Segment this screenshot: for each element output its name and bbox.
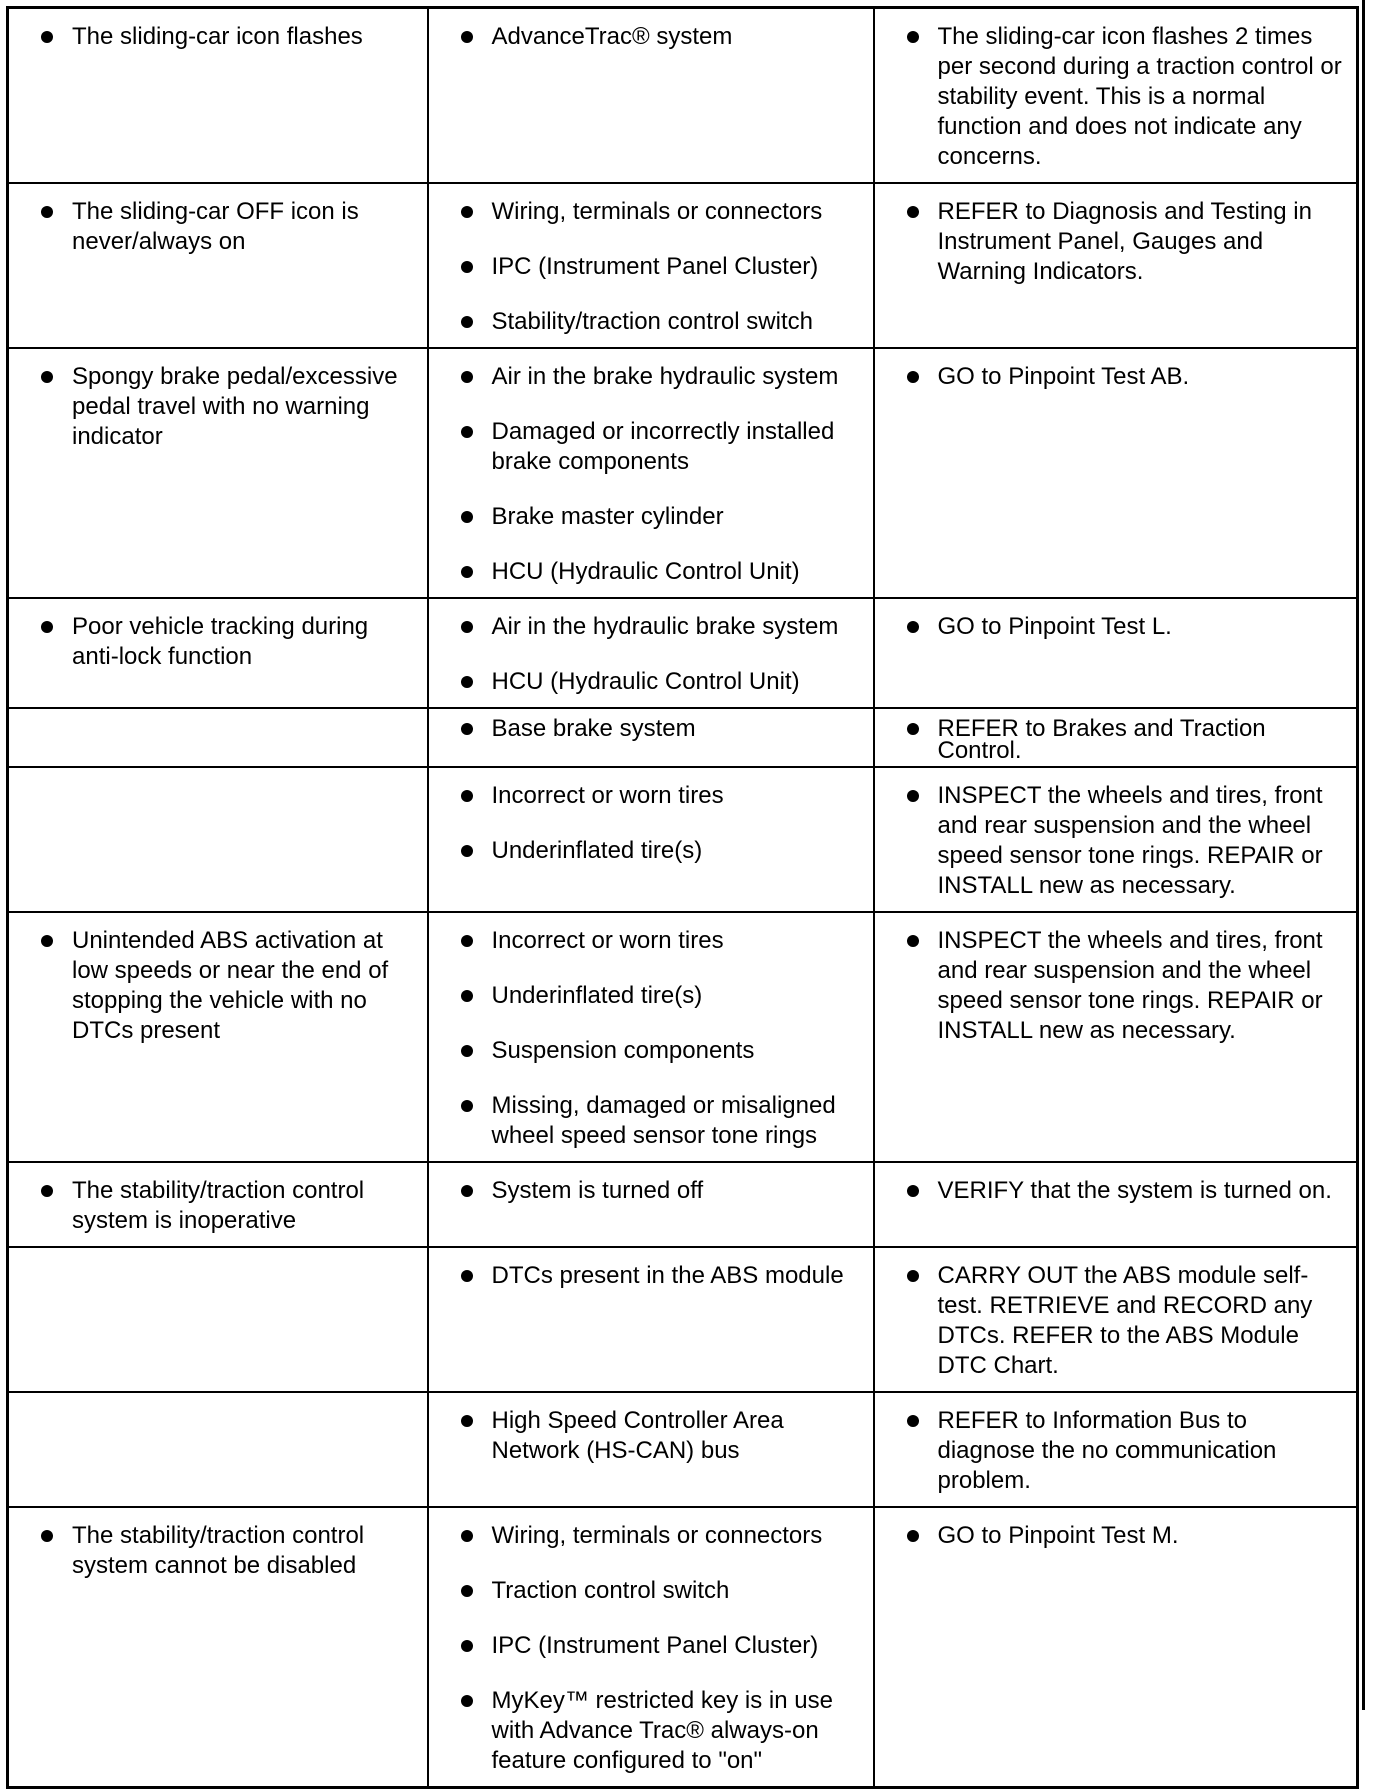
action-item-text: GO to Pinpoint Test M. bbox=[937, 1522, 1179, 1549]
action-cell-list bbox=[905, 715, 1345, 764]
bullet-icon bbox=[41, 1530, 53, 1542]
possible-source-cell-list bbox=[459, 22, 861, 52]
action-item bbox=[905, 362, 1345, 392]
action-cell-list bbox=[905, 1261, 1345, 1381]
condition-cell-list bbox=[39, 197, 415, 257]
possible-source-item-text: High Speed Controller Area Network (HS-CAN) bus bbox=[491, 1407, 784, 1464]
possible-source-item bbox=[459, 557, 861, 587]
action-item bbox=[905, 1176, 1345, 1206]
bullet-icon bbox=[461, 1270, 473, 1282]
condition-cell-list bbox=[39, 612, 415, 672]
possible-source-item bbox=[459, 1261, 861, 1291]
possible-source-item bbox=[459, 362, 861, 392]
bullet-icon bbox=[461, 371, 473, 383]
action-cell bbox=[874, 767, 1358, 912]
possible-source-item bbox=[459, 197, 861, 227]
possible-source-cell bbox=[428, 1507, 874, 1788]
action-item bbox=[905, 781, 1345, 901]
condition-item-text: The sliding-car OFF icon is never/always on bbox=[72, 198, 359, 255]
action-cell bbox=[874, 1247, 1358, 1392]
possible-source-item-text: Wiring, terminals or connectors bbox=[491, 1522, 823, 1549]
condition-cell-list bbox=[39, 1521, 415, 1581]
possible-source-item bbox=[459, 1521, 861, 1551]
possible-source-item bbox=[459, 781, 861, 811]
condition-cell bbox=[8, 912, 428, 1162]
condition-item-text: The stability/traction control system cannot be disabled bbox=[72, 1522, 365, 1579]
bullet-icon bbox=[461, 1100, 473, 1112]
bullet-icon bbox=[461, 723, 473, 735]
possible-source-item bbox=[459, 22, 861, 52]
condition-cell bbox=[8, 767, 428, 912]
table-row bbox=[8, 8, 1358, 184]
table-row bbox=[8, 1162, 1358, 1247]
bullet-icon bbox=[461, 1530, 473, 1542]
condition-item bbox=[39, 1521, 415, 1581]
action-cell bbox=[874, 1162, 1358, 1247]
action-item-text: INSPECT the wheels and tires, front and rear suspension and the wheel speed sensor tone rings. REPAIR or INSTALL new as necessary. bbox=[937, 782, 1323, 899]
action-item-text: GO to Pinpoint Test L. bbox=[937, 613, 1172, 640]
bullet-icon bbox=[907, 621, 919, 633]
bullet-icon bbox=[41, 206, 53, 218]
bullet-icon bbox=[907, 1270, 919, 1282]
possible-source-item bbox=[459, 981, 861, 1011]
bullet-icon bbox=[907, 206, 919, 218]
possible-source-item-text: Missing, damaged or misaligned wheel speed sensor tone rings bbox=[491, 1092, 836, 1149]
possible-source-item-text: HCU (Hydraulic Control Unit) bbox=[491, 668, 800, 695]
possible-source-item bbox=[459, 252, 861, 282]
action-item-text: INSPECT the wheels and tires, front and rear suspension and the wheel speed sensor tone rings. REPAIR or INSTALL new as necessary. bbox=[937, 927, 1323, 1044]
action-item-text: CARRY OUT the ABS module self-test. RETRIEVE and RECORD any DTCs. REFER to the ABS Module DTC Chart. bbox=[937, 1262, 1313, 1379]
action-item bbox=[905, 715, 1345, 764]
bullet-icon bbox=[907, 1530, 919, 1542]
symptom-chart-table bbox=[6, 6, 1359, 1789]
possible-source-item-text: DTCs present in the ABS module bbox=[491, 1262, 844, 1289]
possible-source-item bbox=[459, 1091, 861, 1151]
action-cell bbox=[874, 598, 1358, 708]
possible-source-item-text: Base brake system bbox=[491, 715, 696, 742]
bullet-icon bbox=[41, 1185, 53, 1197]
symptom-chart-body bbox=[8, 8, 1358, 1788]
condition-cell bbox=[8, 8, 428, 184]
condition-cell-list bbox=[39, 926, 415, 1046]
action-item bbox=[905, 1521, 1345, 1551]
action-cell-list bbox=[905, 1176, 1345, 1206]
possible-source-item bbox=[459, 612, 861, 642]
action-item-text: REFER to Diagnosis and Testing in Instrument Panel, Gauges and Warning Indicators. bbox=[937, 198, 1312, 285]
possible-source-item-text: Damaged or incorrectly installed brake components bbox=[491, 418, 835, 475]
possible-source-cell bbox=[428, 767, 874, 912]
condition-cell bbox=[8, 183, 428, 348]
bullet-icon bbox=[907, 31, 919, 43]
possible-source-item-text: IPC (Instrument Panel Cluster) bbox=[491, 1632, 819, 1659]
possible-source-cell bbox=[428, 348, 874, 598]
bullet-icon bbox=[907, 723, 919, 735]
table-row bbox=[8, 767, 1358, 912]
action-item bbox=[905, 1261, 1345, 1381]
action-item bbox=[905, 22, 1345, 172]
possible-source-item bbox=[459, 926, 861, 956]
table-row bbox=[8, 348, 1358, 598]
possible-source-item bbox=[459, 667, 861, 697]
bullet-icon bbox=[461, 206, 473, 218]
bullet-icon bbox=[461, 621, 473, 633]
condition-cell bbox=[8, 348, 428, 598]
condition-item bbox=[39, 22, 415, 52]
condition-cell bbox=[8, 598, 428, 708]
possible-source-item bbox=[459, 417, 861, 477]
condition-cell bbox=[8, 1507, 428, 1788]
possible-source-item-text: Wiring, terminals or connectors bbox=[491, 198, 823, 225]
possible-source-item-text: Air in the hydraulic brake system bbox=[491, 613, 839, 640]
bullet-icon bbox=[41, 31, 53, 43]
bullet-icon bbox=[461, 316, 473, 328]
possible-source-cell bbox=[428, 1392, 874, 1507]
bullet-icon bbox=[41, 371, 53, 383]
possible-source-item-text: System is turned off bbox=[491, 1177, 704, 1204]
action-cell-list bbox=[905, 22, 1345, 172]
possible-source-item bbox=[459, 502, 861, 532]
bullet-icon bbox=[461, 261, 473, 273]
bullet-icon bbox=[41, 935, 53, 947]
bullet-icon bbox=[461, 1415, 473, 1427]
table-row bbox=[8, 1507, 1358, 1788]
bullet-icon bbox=[461, 935, 473, 947]
possible-source-item bbox=[459, 715, 861, 742]
possible-source-item-text: Incorrect or worn tires bbox=[491, 782, 724, 809]
possible-source-item-text: Air in the brake hydraulic system bbox=[491, 363, 839, 390]
action-cell bbox=[874, 1507, 1358, 1788]
table-row bbox=[8, 183, 1358, 348]
possible-source-item-text: AdvanceTrac® system bbox=[491, 23, 733, 50]
possible-source-item bbox=[459, 1576, 861, 1606]
condition-cell-list bbox=[39, 1176, 415, 1236]
bullet-icon bbox=[461, 676, 473, 688]
action-item bbox=[905, 197, 1345, 287]
possible-source-cell-list bbox=[459, 715, 861, 742]
possible-source-cell-list bbox=[459, 781, 861, 866]
possible-source-cell-list bbox=[459, 612, 861, 697]
possible-source-item-text: HCU (Hydraulic Control Unit) bbox=[491, 558, 800, 585]
possible-source-cell bbox=[428, 1162, 874, 1247]
possible-source-item-text: Underinflated tire(s) bbox=[491, 982, 703, 1009]
condition-cell-list bbox=[39, 362, 415, 452]
condition-item bbox=[39, 362, 415, 452]
table-row bbox=[8, 912, 1358, 1162]
page-edge-line bbox=[1362, 0, 1365, 1710]
possible-source-item-text: Suspension components bbox=[491, 1037, 755, 1064]
possible-source-item bbox=[459, 307, 861, 337]
bullet-icon bbox=[461, 31, 473, 43]
bullet-icon bbox=[461, 990, 473, 1002]
condition-item bbox=[39, 1176, 415, 1236]
possible-source-item-text: Stability/traction control switch bbox=[491, 308, 813, 335]
possible-source-cell bbox=[428, 1247, 874, 1392]
action-cell-list bbox=[905, 1406, 1345, 1496]
action-item bbox=[905, 612, 1345, 642]
table-row bbox=[8, 1392, 1358, 1507]
possible-source-cell-list bbox=[459, 197, 861, 337]
possible-source-cell-list bbox=[459, 1261, 861, 1291]
possible-source-cell-list bbox=[459, 1176, 861, 1206]
action-cell-list bbox=[905, 362, 1345, 392]
bullet-icon bbox=[907, 1415, 919, 1427]
condition-item-text: Unintended ABS activation at low speeds or near the end of stopping the vehicle with no DTCs present bbox=[72, 927, 389, 1044]
possible-source-item-text: Underinflated tire(s) bbox=[491, 837, 703, 864]
bullet-icon bbox=[461, 1185, 473, 1197]
action-item-text: The sliding-car icon flashes 2 times per second during a traction control or stability event. This is a normal function and does not indicate any concerns. bbox=[937, 23, 1342, 170]
bullet-icon bbox=[461, 566, 473, 578]
possible-source-cell-list bbox=[459, 1406, 861, 1466]
action-item-text: VERIFY that the system is turned on. bbox=[937, 1177, 1332, 1204]
possible-source-item bbox=[459, 1036, 861, 1066]
condition-cell bbox=[8, 1247, 428, 1392]
possible-source-cell bbox=[428, 708, 874, 767]
possible-source-item bbox=[459, 1406, 861, 1466]
condition-item-text: The sliding-car icon flashes bbox=[72, 23, 363, 50]
bullet-icon bbox=[461, 1640, 473, 1652]
bullet-icon bbox=[907, 1185, 919, 1197]
action-item-text: REFER to Information Bus to diagnose the no communication problem. bbox=[937, 1407, 1277, 1494]
action-cell-list bbox=[905, 612, 1345, 642]
action-item-text: GO to Pinpoint Test AB. bbox=[937, 363, 1190, 390]
possible-source-cell-list bbox=[459, 926, 861, 1151]
table-row bbox=[8, 708, 1358, 767]
table-row bbox=[8, 598, 1358, 708]
possible-source-cell bbox=[428, 183, 874, 348]
possible-source-item-text: Traction control switch bbox=[491, 1577, 730, 1604]
bullet-icon bbox=[907, 790, 919, 802]
action-item bbox=[905, 1406, 1345, 1496]
action-cell bbox=[874, 183, 1358, 348]
condition-item-text: Spongy brake pedal/excessive pedal travel with no warning indicator bbox=[72, 363, 398, 450]
condition-item bbox=[39, 197, 415, 257]
action-cell bbox=[874, 348, 1358, 598]
bullet-icon bbox=[461, 1585, 473, 1597]
possible-source-item bbox=[459, 1631, 861, 1661]
possible-source-item bbox=[459, 1686, 861, 1776]
possible-source-cell bbox=[428, 8, 874, 184]
bullet-icon bbox=[907, 935, 919, 947]
bullet-icon bbox=[461, 511, 473, 523]
action-cell bbox=[874, 708, 1358, 767]
action-cell-list bbox=[905, 197, 1345, 287]
condition-cell bbox=[8, 1162, 428, 1247]
possible-source-item-text: Incorrect or worn tires bbox=[491, 927, 724, 954]
table-row bbox=[8, 1247, 1358, 1392]
condition-item-text: The stability/traction control system is inoperative bbox=[72, 1177, 365, 1234]
bullet-icon bbox=[461, 1045, 473, 1057]
action-cell-list bbox=[905, 781, 1345, 901]
possible-source-item-text: MyKey™ restricted key is in use with Advance Trac® always-on feature configured to "on" bbox=[491, 1687, 833, 1774]
action-cell-list bbox=[905, 926, 1345, 1046]
condition-item bbox=[39, 926, 415, 1046]
possible-source-item bbox=[459, 836, 861, 866]
bullet-icon bbox=[461, 790, 473, 802]
bullet-icon bbox=[461, 1695, 473, 1707]
bullet-icon bbox=[41, 621, 53, 633]
possible-source-item bbox=[459, 1176, 861, 1206]
action-cell bbox=[874, 912, 1358, 1162]
possible-source-cell-list bbox=[459, 1521, 861, 1776]
condition-cell-list bbox=[39, 22, 415, 52]
possible-source-cell bbox=[428, 598, 874, 708]
condition-item-text: Poor vehicle tracking during anti-lock function bbox=[72, 613, 369, 670]
condition-cell bbox=[8, 1392, 428, 1507]
possible-source-cell-list bbox=[459, 362, 861, 587]
condition-cell bbox=[8, 708, 428, 767]
action-cell bbox=[874, 1392, 1358, 1507]
possible-source-item-text: Brake master cylinder bbox=[491, 503, 724, 530]
possible-source-cell bbox=[428, 912, 874, 1162]
action-item-text: REFER to Brakes and Traction Control. bbox=[937, 715, 1266, 764]
bullet-icon bbox=[907, 371, 919, 383]
bullet-icon bbox=[461, 845, 473, 857]
bullet-icon bbox=[461, 426, 473, 438]
action-cell-list bbox=[905, 1521, 1345, 1551]
action-cell bbox=[874, 8, 1358, 184]
action-item bbox=[905, 926, 1345, 1046]
condition-item bbox=[39, 612, 415, 672]
possible-source-item-text: IPC (Instrument Panel Cluster) bbox=[491, 253, 819, 280]
